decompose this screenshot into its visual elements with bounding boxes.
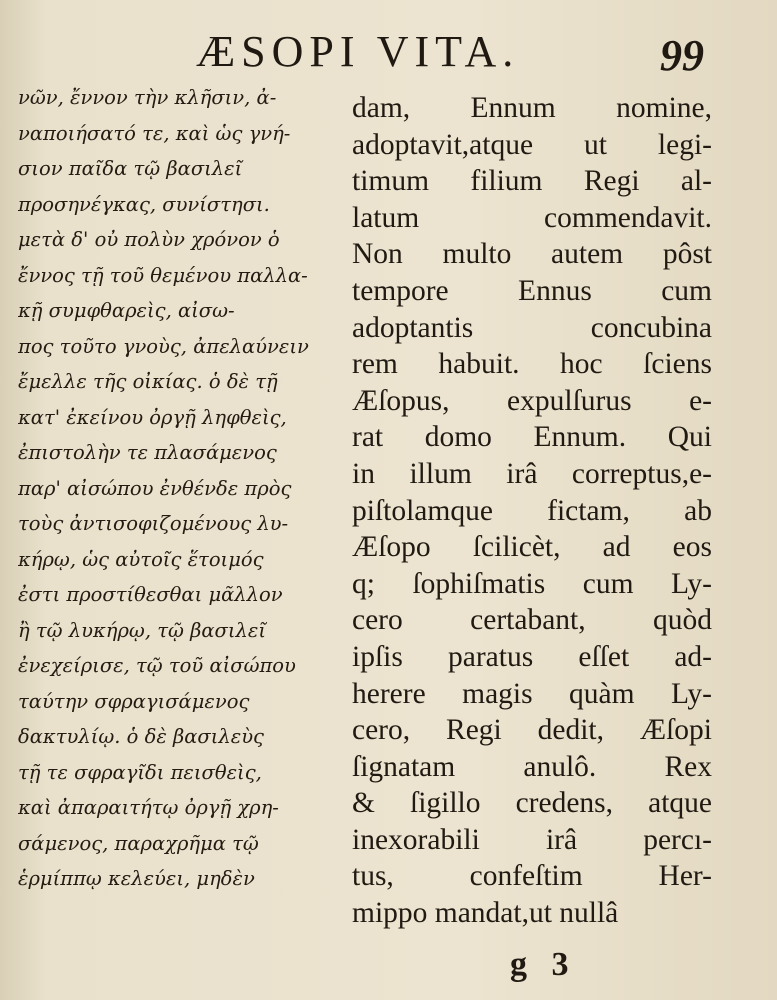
greek-text-line: δακτυλίῳ. ὁ δὲ βασιλεὺς	[18, 725, 264, 748]
greek-text-line: μετὰ δ' οὐ πολὺν χρόνον ὁ	[18, 228, 280, 251]
latin-text-line: timum filium Regi al-	[352, 165, 712, 198]
latin-text-line: in illum irâ correptus,e-	[352, 457, 712, 490]
greek-text-line: σάμενος, παραχρῆμα τῷ	[18, 831, 259, 855]
greek-text-line: ἐνεχείρισε, τῷ τοῦ αἰσώπου	[18, 654, 296, 677]
page-number: 99	[660, 31, 704, 80]
latin-text-line: cero certabant, quòd	[352, 604, 712, 637]
latin-text-line: dam, Ennum nomine,	[352, 92, 712, 124]
greek-text-line: ταύτην σφραγισάμενος	[18, 689, 250, 713]
latin-text-line: cero, Regi dedit, Æſopi	[352, 714, 712, 747]
latin-text-line: Æſopo ſcilicèt, ad eos	[352, 531, 712, 564]
greek-text-line: καὶ ἀπαραιτήτῳ ὀργῇ χρη-	[18, 796, 279, 819]
greek-text-line: ἔμελλε τῆς οἰκίας. ὁ δὲ τῇ	[18, 370, 278, 393]
latin-text-line: herere magis quàm Ly-	[352, 677, 712, 710]
latin-text-line: inexorabili irâ percı-	[352, 823, 712, 856]
latin-text-line: rat domo Ennum. Qui	[352, 421, 712, 454]
latin-text-column	[352, 90, 712, 932]
latin-text-line: & ſigillo credens, atque	[352, 787, 712, 820]
greek-text-line: πος τοῦτο γνοὺς, ἀπελαύνειν	[18, 334, 309, 358]
latin-text-line: adoptavit,atque ut legi-	[352, 128, 712, 161]
greek-text-line: παρ' αἰσώπου ἐνθένδε πρὸς	[18, 476, 292, 500]
latin-text-line: q; ſophiſmatis cum Ly-	[352, 567, 712, 600]
latin-text-line: Æſopus, expulſurus e-	[352, 384, 712, 417]
greek-text-line: ἐστι προστίθεσθαι μᾶλλον	[18, 583, 283, 606]
greek-text-line: προσηνέγκας, συνίστησι.	[18, 192, 270, 216]
latin-text-line: rem habuit. hoc ſciens	[352, 348, 712, 381]
greek-text-column	[18, 80, 340, 897]
latin-text-line: ipſis paratus eſſet ad-	[352, 640, 712, 673]
greek-text-line: ἑρμίππῳ κελεύει, μηδὲν	[18, 867, 255, 890]
latin-text-line: ſignatam anulô. Rex	[352, 750, 712, 783]
latin-text-line: piſtolamque fictam, ab	[352, 494, 712, 527]
latin-text-line: Non multo autem pôst	[352, 238, 712, 271]
signature-mark: g 3	[510, 946, 577, 983]
latin-text-line: adoptantis concubina	[352, 311, 712, 344]
greek-text-line: κήρῳ, ὡς αὐτοῖς ἕτοιμός	[18, 547, 264, 571]
greek-text-line: τοὺς ἀντισοφιζομένους λυ-	[18, 512, 289, 535]
greek-text-line: τῇ τε σφραγῖδι πεισθεὶς,	[18, 760, 262, 784]
running-title: ÆSOPI VITA.	[196, 27, 520, 76]
latin-text-line: mippo mandat,ut nullâ	[352, 897, 619, 930]
latin-text-line: tempore Ennus cum	[352, 274, 712, 307]
latin-text-line: latum commendavit.	[352, 201, 712, 234]
latin-text-line: tus, confeſtim Her-	[352, 860, 712, 893]
greek-text-line: σιον παῖδα τῷ βασιλεῖ	[18, 157, 243, 180]
greek-text-line: νῶν, ἔννον τὴν κλῆσιν, ἀ-	[18, 86, 277, 109]
greek-text-line: ναποιήσατό τε, καὶ ὡς γνή-	[18, 121, 291, 145]
greek-text-line: ἐπιστολὴν τε πλασάμενος	[18, 441, 277, 464]
page-header	[0, 26, 777, 86]
greek-text-line: ἔννος τῇ τοῦ θεμένου παλλα-	[18, 263, 308, 287]
greek-text-line: ἢ τῷ λυκήρῳ, τῷ βασιλεῖ	[18, 618, 266, 642]
greek-text-line: κατ' ἐκείνου ὀργῇ ληφθεὶς,	[18, 405, 287, 429]
greek-text-line: κῇ συμφθαρεὶς, αἰσω-	[18, 299, 235, 322]
